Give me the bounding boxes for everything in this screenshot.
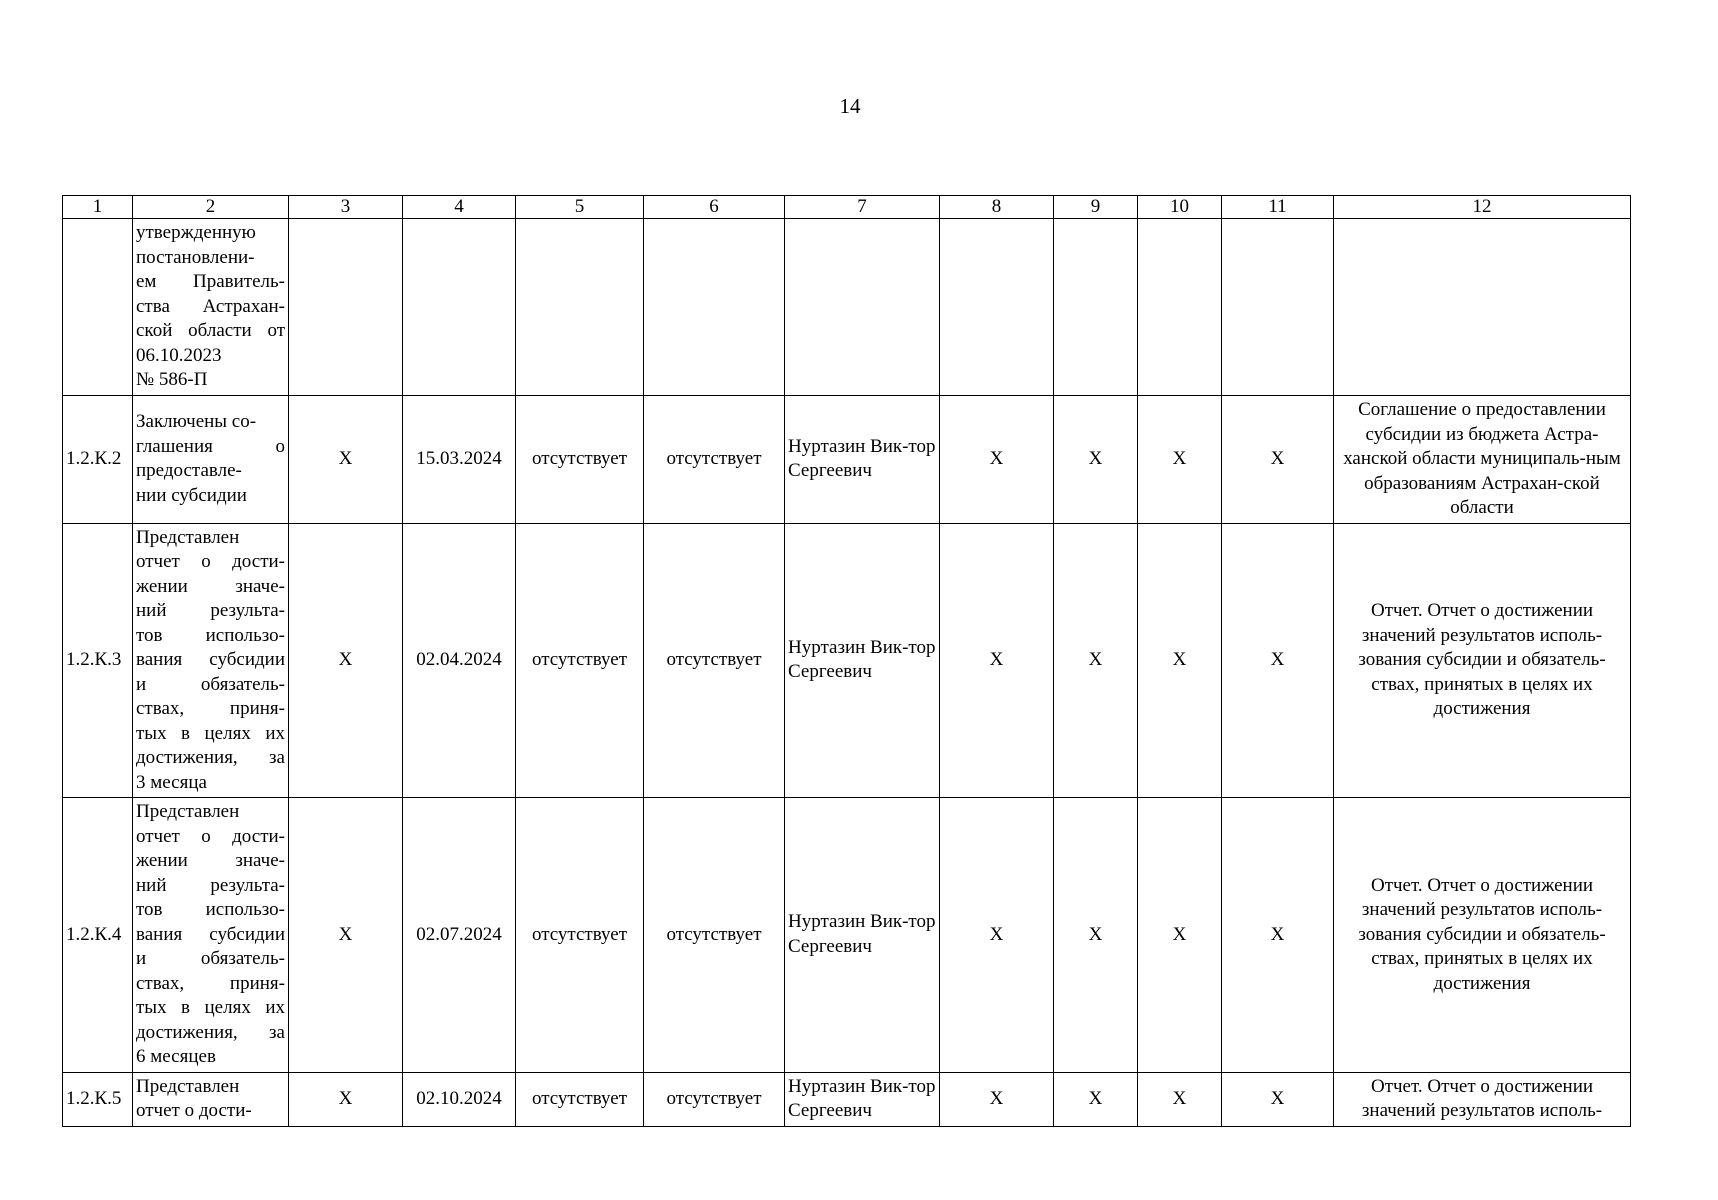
description-cell — [133, 1072, 289, 1126]
page-number: 14 — [839, 94, 861, 118]
empty-cell — [1054, 219, 1138, 396]
empty-cell — [644, 219, 785, 396]
description-line: ний результа- — [136, 600, 285, 621]
date-cell: 02.07.2024 — [403, 798, 516, 1073]
description-line: и обязатель- — [136, 948, 285, 969]
table-header-row — [63, 196, 1631, 219]
header-cell: 5 — [516, 196, 644, 219]
description-line: утвержденную — [136, 222, 256, 244]
row-number-cell: 1.2.К.2 — [63, 396, 133, 524]
description-line: тов использо- — [136, 899, 285, 920]
empty-cell — [516, 219, 644, 396]
document-cell: Отчет. Отчет о достижении значений результатов исполь-зования субсидии и обязатель-ствах, принятых в целях их достижения — [1334, 523, 1631, 798]
mark-cell-col8: X — [940, 1072, 1054, 1126]
mark-cell-col11: X — [1222, 396, 1334, 524]
document-cell: Отчет. Отчет о достижении значений результатов исполь- — [1334, 1072, 1631, 1126]
table-row — [63, 396, 1631, 524]
header-cell: 11 — [1222, 196, 1334, 219]
mark-cell-col10: X — [1138, 523, 1222, 798]
status-cell-col5: отсутствует — [516, 798, 644, 1073]
description-line: предоставле- — [136, 460, 242, 482]
mark-cell-col11: X — [1222, 1072, 1334, 1126]
mark-cell-col9: X — [1054, 1072, 1138, 1126]
row-number-cell — [63, 219, 133, 396]
description-line: Представлен — [136, 801, 240, 822]
description-line: отчет о дости- — [136, 825, 285, 847]
status-cell-col6: отсутствует — [644, 798, 785, 1073]
description-line: ствах, приня- — [136, 698, 285, 719]
description-line: жении значе- — [136, 575, 285, 597]
mark-cell-col8: X — [940, 798, 1054, 1073]
description-line: ской области от — [136, 320, 285, 342]
responsible-cell: Нуртазин Вик-тор Сергеевич — [785, 798, 940, 1073]
mark-cell-col9: X — [1054, 523, 1138, 798]
description-line: № 586-П — [136, 369, 208, 391]
row-number-cell: 1.2.К.4 — [63, 798, 133, 1073]
header-cell: 10 — [1138, 196, 1222, 219]
description-line: отчет о дости- — [136, 551, 285, 572]
header-cell: 6 — [644, 196, 785, 219]
empty-cell — [785, 219, 940, 396]
empty-cell — [403, 219, 516, 396]
description-line: постановлени- — [136, 246, 255, 268]
description-line: глашения о — [136, 435, 285, 457]
mark-cell-col11: X — [1222, 798, 1334, 1073]
description-cell — [133, 219, 289, 396]
description-line: и обязатель- — [136, 673, 285, 695]
mark-cell-col3: X — [289, 1072, 403, 1126]
table-row — [63, 798, 1631, 1073]
header-cell: 7 — [785, 196, 940, 219]
document-cell: Соглашение о предоставлении субсидии из бюджета Астра-ханской области муниципаль-ным образованиям Астрахан-ской области — [1334, 396, 1631, 524]
responsible-cell: Нуртазин Вик-тор Сергеевич — [785, 396, 940, 524]
header-cell: 4 — [403, 196, 516, 219]
description-line: Заключены со- — [136, 411, 257, 433]
date-cell: 15.03.2024 — [403, 396, 516, 524]
table-row — [63, 1072, 1631, 1126]
empty-cell — [289, 219, 403, 396]
description-cell — [133, 523, 289, 798]
header-cell: 8 — [940, 196, 1054, 219]
description-cell — [133, 396, 289, 524]
description-line: ем Правитель- — [136, 271, 285, 293]
empty-cell — [940, 219, 1054, 396]
mark-cell-col8: X — [940, 396, 1054, 524]
empty-cell — [1334, 219, 1631, 396]
status-cell-col6: отсутствует — [644, 396, 785, 524]
description-line: вания субсидии — [136, 923, 285, 945]
header-cell: 1 — [63, 196, 133, 219]
description-line: вания субсидии — [136, 649, 285, 670]
mark-cell-col9: X — [1054, 396, 1138, 524]
responsible-cell: Нуртазин Вик-тор Сергеевич — [785, 523, 940, 798]
description-line: тых в целях их — [136, 722, 285, 744]
row-number-cell: 1.2.К.3 — [63, 523, 133, 798]
description-line: достижения, за — [136, 747, 285, 768]
header-cell: 3 — [289, 196, 403, 219]
responsible-cell: Нуртазин Вик-тор Сергеевич — [785, 1072, 940, 1126]
status-cell-col6: отсутствует — [644, 523, 785, 798]
table-row — [63, 523, 1631, 798]
mark-cell-col10: X — [1138, 1072, 1222, 1126]
description-line: Представлен — [136, 526, 240, 548]
mark-cell-col8: X — [940, 523, 1054, 798]
description-line: тов использо- — [136, 624, 285, 646]
description-line: достижения, за — [136, 1021, 285, 1043]
empty-cell — [1138, 219, 1222, 396]
date-cell: 02.04.2024 — [403, 523, 516, 798]
description-line: ний результа- — [136, 874, 285, 896]
mark-cell-col11: X — [1222, 523, 1334, 798]
description-line: 3 месяца — [136, 771, 207, 793]
mark-cell-col3: X — [289, 396, 403, 524]
status-cell-col6: отсутствует — [644, 1072, 785, 1126]
header-cell: 2 — [133, 196, 289, 219]
status-cell-col5: отсутствует — [516, 396, 644, 524]
description-line: 6 месяцев — [136, 1046, 216, 1067]
description-line: отчет о дости- — [136, 1100, 252, 1121]
description-line: ствах, приня- — [136, 972, 285, 994]
description-line: 06.10.2023 — [136, 344, 222, 366]
date-cell: 02.10.2024 — [403, 1072, 516, 1126]
description-line: ства Астрахан- — [136, 295, 285, 317]
header-cell: 9 — [1054, 196, 1138, 219]
description-cell — [133, 798, 289, 1073]
mark-cell-col3: X — [289, 523, 403, 798]
plan-table — [62, 195, 1631, 1127]
description-line: Представлен — [136, 1075, 240, 1097]
mark-cell-col10: X — [1138, 396, 1222, 524]
description-line: жении значе- — [136, 850, 285, 871]
document-cell: Отчет. Отчет о достижении значений результатов исполь-зования субсидии и обязатель-ствах, принятых в целях их достижения — [1334, 798, 1631, 1073]
description-line: тых в целях их — [136, 997, 285, 1018]
status-cell-col5: отсутствует — [516, 523, 644, 798]
mark-cell-col9: X — [1054, 798, 1138, 1073]
row-number-cell: 1.2.К.5 — [63, 1072, 133, 1126]
mark-cell-col10: X — [1138, 798, 1222, 1073]
mark-cell-col3: X — [289, 798, 403, 1073]
description-line: нии субсидии — [136, 484, 247, 506]
status-cell-col5: отсутствует — [516, 1072, 644, 1126]
table-row-continuation — [63, 219, 1631, 396]
empty-cell — [1222, 219, 1334, 396]
header-cell: 12 — [1334, 196, 1631, 219]
